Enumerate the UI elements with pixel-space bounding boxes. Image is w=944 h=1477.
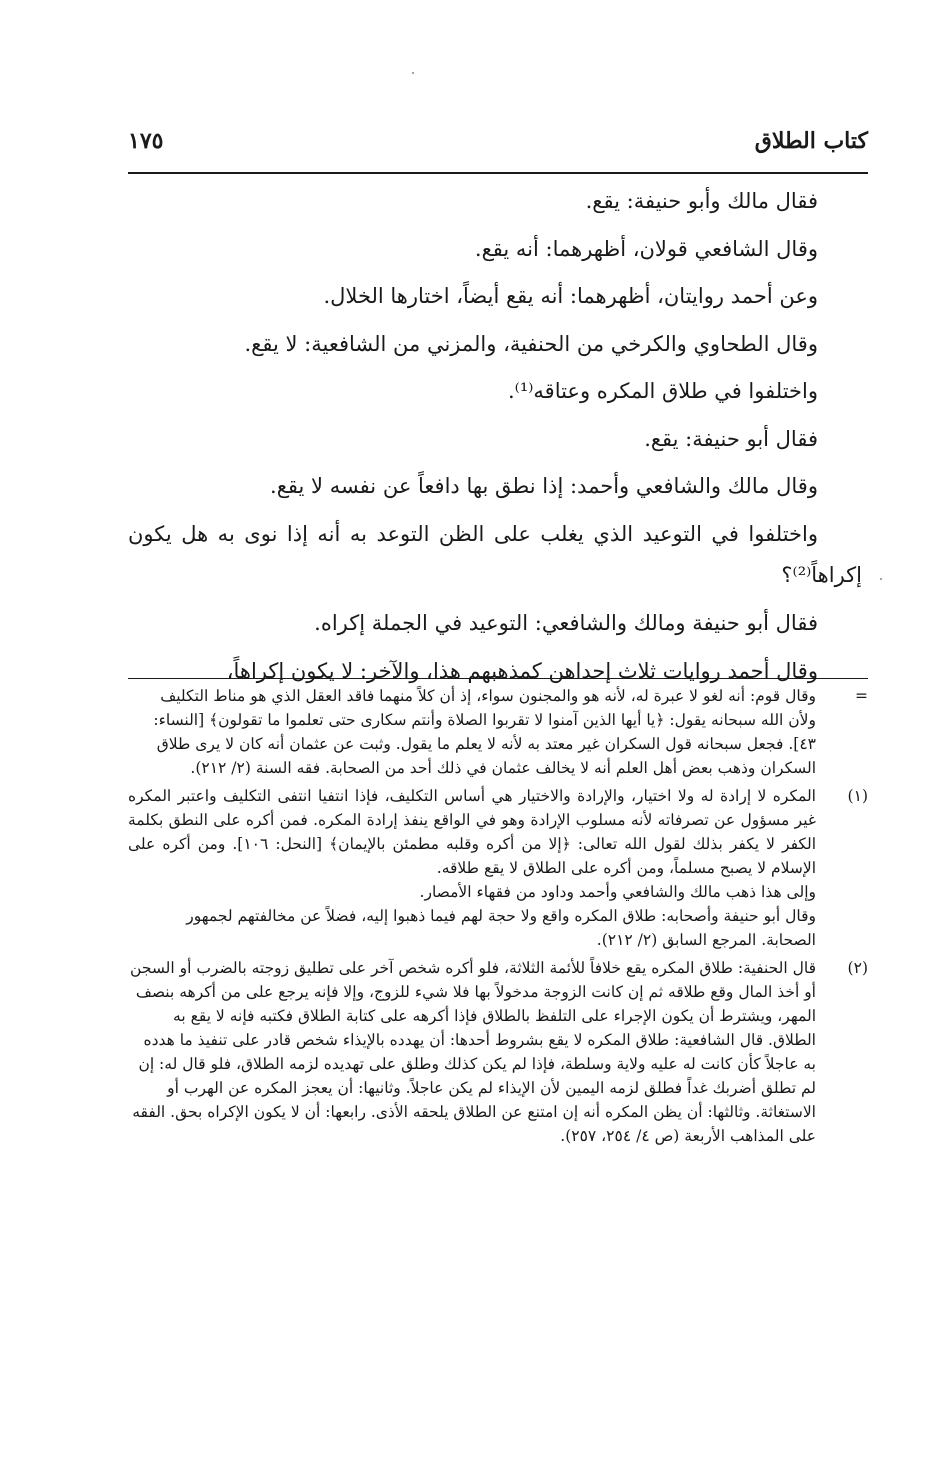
text-line: وقال الشافعي قولان، أظهرهما: أنه يقع. <box>474 236 818 261</box>
footnote-marker: (٢) <box>847 959 868 977</box>
footnote-paragraph: وقال أبو حنيفة وأصحابه: طلاق المكره واقع ولا حجة لهم فيما ذهبوا إليه، فضلاً عن مخالفتهم لجمهور الصحابة. المرجع السابق (٢/ ٢١٢). <box>186 907 816 949</box>
footnote-divider <box>128 678 868 679</box>
footnote-text <box>128 784 816 952</box>
scan-speck <box>412 72 414 74</box>
text-line: واختلفوا في طلاق المكره وعتاقه⁽¹⁾. <box>507 379 818 403</box>
footnotes <box>128 684 868 1152</box>
text-line: فقال أبو حنيفة ومالك والشافعي: التوعيد في الجملة إكراه. <box>314 611 818 635</box>
footnote-marker: = <box>855 687 868 705</box>
footnote-continued <box>128 684 868 780</box>
text-line: فقال أبو حنيفة: يقع. <box>644 426 818 451</box>
text-line: فقال مالك وأبو حنيفة: يقع. <box>585 189 818 213</box>
footnote-1 <box>128 784 868 952</box>
footnote-text <box>128 956 816 1148</box>
running-header <box>128 124 868 164</box>
chapter-title: كتاب الطلاق <box>754 128 868 154</box>
footnote-2 <box>128 956 868 1148</box>
footnote-paragraph: المكره لا إرادة له ولا اختيار، والإرادة والاختيار هي أساس التكليف، فإذا انتفيا انتفى التكليف واعتبر المكره غير مسؤول عن تصرفاته لأنه مسلوب الإرادة وهو في الواقع ينفذ إرادة المكره. فمن أكره على النطق بكلمة الكفر لا يكفر بذلك لقول الله تعالى: ﴿إلا من أكره وقلبه مطمئن بالإيمان﴾ [النحل: ١٠٦]. ومن أكره على الإسلام لا يصبح مسلماً، ومن أكره على الطلاق لا يقع طلاقه. <box>128 787 817 877</box>
footnote-text <box>128 684 816 780</box>
text-line: وعن أحمد روايتان، أظهرهما: أنه يقع أيضاً، اختارها الخلال. <box>323 284 818 308</box>
header-divider <box>128 172 868 174</box>
text-line: وقال مالك والشافعي وأحمد: إذا نطق بها دافعاً عن نفسه لا يقع. <box>270 474 818 498</box>
footnote-paragraph: وإلى هذا ذهب مالك والشافعي وأحمد وداود من فقهاء الأمصار. <box>419 883 816 901</box>
page-number: ١٧٥ <box>128 128 164 154</box>
footnote-marker: (١) <box>847 787 868 805</box>
text-line: وقال أحمد روايات ثلاث إحداهن كمذهبهم هذا، والآخر: لا يكون إكراهاً، <box>226 658 818 683</box>
footnote-paragraph: قال الحنفية: طلاق المكره يقع خلافاً للأئمة الثلاثة، فلو أكره شخص آخر على تطليق زوجته بالضرب أو السجن أو أخذ المال وقع طلاقه ثم إن كانت الزوجة مدخولاً بها فلا شيء للزوج، وإلا فإنه يرجع على من أكرهه بنصف المهر، ويشترط أن يكون الإجراء على التلفظ بالطلاق فإذا أكرهه على كتابة الطلاق فكتبه فإنه لا يقع به الطلاق. قال الشافعية: طلاق المكره لا يقع بشروط أحدها: أن يهدده بالإيذاء شخص قادر على تنفيذ ما هدده به عاجلاً كأن كانت له عليه ولاية وسلطة، فإذا لم يكن كذلك وطلق على تهديده لزمه الطلاق، فلو قال له: إن لم تطلق أضربك غداً فطلق لزمه اليمين لأن الإيذاء لم يكن عاجلاً. وثانيها: أن يعجز المكره عن الهرب أو الاستغاثة. وثالثها: أن يظن المكره أنه إن امتنع عن الطلاق يلحقه الأذى. رابعها: أن لا يكون الإكراه بحق. الفقه على المذاهب الأربعة (ص ٤/ ٢٥٤، ٢٥٧). <box>130 959 816 1145</box>
text-line: إكراهاً⁽²⁾؟ <box>781 563 862 587</box>
footnote-paragraph: وقال قوم: أنه لغو لا عبرة له، لأنه هو والمجنون سواء، إذ أن كلاً منهما فاقد العقل الذي هو مناط التكليف ولأن الله سبحانه يقول: ﴿يا أيها الذين آمنوا لا تقربوا الصلاة وأنتم سكارى حتى تعلموا ما تقولون﴾ [النساء: ٤٣]. فجعل سبحانه قول السكران غير معتد به لأنه لا يعلم ما يقول. وثبت عن عثمان أنه كان لا يرى طلاق السكران وذهب بعض أهل العلم أنه لا يخالف عثمان في ذلك أحد من الصحابة. فقه السنة (٢/ ٢١٢). <box>153 687 816 777</box>
text-line: واختلفوا في التوعيد الذي يغلب على الظن التوعد به أنه إذا نوى به هل يكون <box>128 521 818 546</box>
main-text <box>128 178 862 695</box>
text-line: وقال الطحاوي والكرخي من الحنفية، والمزني من الشافعية: لا يقع. <box>244 331 818 356</box>
scan-speck <box>880 578 882 580</box>
